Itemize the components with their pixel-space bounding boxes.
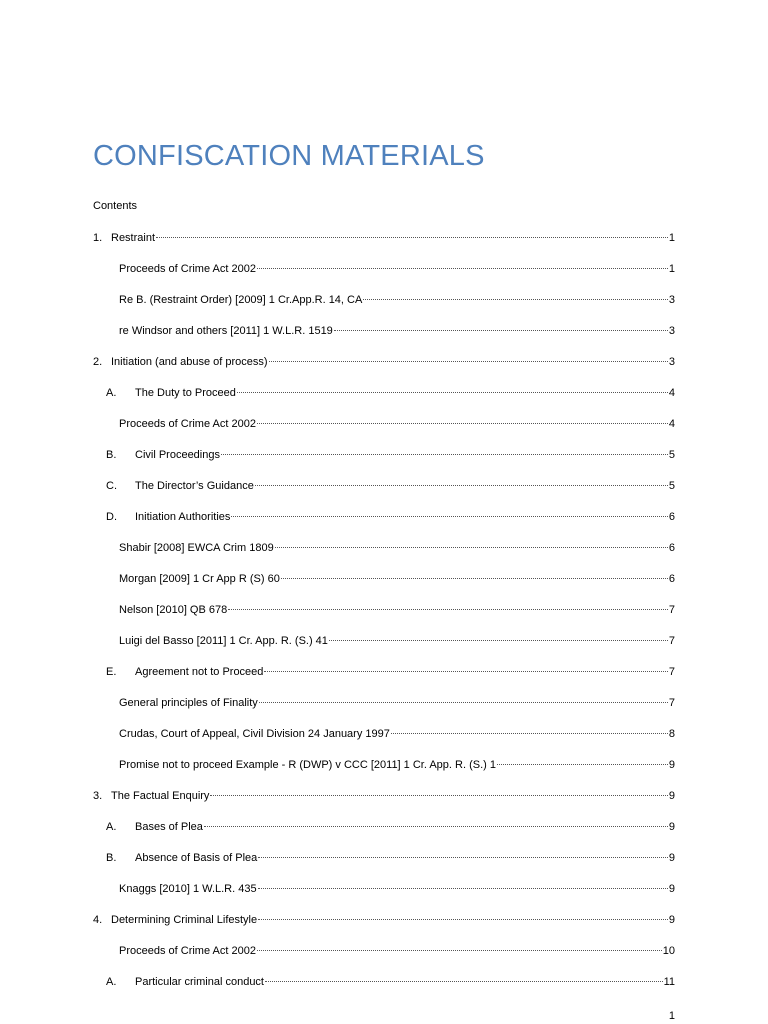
toc-entry-page: 1 (668, 263, 675, 275)
toc-entry[interactable] (106, 820, 675, 834)
toc-entry[interactable] (119, 572, 675, 586)
toc-entry-label: The Director’s Guidance (135, 480, 254, 492)
toc-entry-label: Morgan [2009] 1 Cr App R (S) 60 (119, 573, 280, 585)
toc-entry-label: Particular criminal conduct (135, 976, 264, 988)
toc-entry-number: D. (106, 511, 117, 523)
toc-entry-label: Re B. (Restraint Order) [2009] 1 Cr.App.R. 14, CA (119, 294, 363, 306)
toc-entry-page: 9 (668, 852, 675, 864)
toc-entry-number: 3. (93, 790, 103, 802)
toc-dot-leader (281, 577, 668, 579)
toc-entry-label: Proceeds of Crime Act 2002 (119, 263, 256, 275)
toc-dot-leader (257, 267, 668, 269)
toc-entry-label: Absence of Basis of Plea (135, 852, 258, 864)
toc-dot-leader (258, 856, 668, 858)
toc-dot-leader (156, 236, 668, 238)
toc-entry[interactable] (106, 665, 675, 679)
toc-dot-leader (258, 918, 668, 920)
toc-entry-page: 9 (668, 790, 675, 802)
toc-entry[interactable] (119, 603, 675, 617)
toc-dot-leader (391, 732, 668, 734)
toc-entry-page: 3 (668, 294, 675, 306)
toc-entry[interactable] (119, 293, 675, 307)
document-title: CONFISCATION MATERIALS (93, 140, 485, 172)
toc-entry-label: Luigi del Basso [2011] 1 Cr. App. R. (S.) 41 (119, 635, 328, 647)
toc-entry-number: A. (106, 821, 117, 833)
toc-entry[interactable] (119, 262, 675, 276)
toc-entry-label: General principles of Finality (119, 697, 258, 709)
toc-entry-label: Determining Criminal Lifestyle (111, 914, 258, 926)
toc-entry-label: Agreement not to Proceed (135, 666, 264, 678)
toc-entry-label: Proceeds of Crime Act 2002 (119, 418, 256, 430)
toc-entry-page: 7 (668, 666, 675, 678)
toc-entry-label: Proceeds of Crime Act 2002 (119, 945, 256, 957)
toc-dot-leader (265, 980, 663, 982)
toc-entry-page: 6 (668, 573, 675, 585)
toc-entry-label: re Windsor and others [2011] 1 W.L.R. 1519 (119, 325, 333, 337)
toc-entry-page: 7 (668, 604, 675, 616)
toc-entry-label: Initiation Authorities (135, 511, 231, 523)
page-number: 1 (668, 1010, 675, 1022)
toc-dot-leader (204, 825, 668, 827)
toc-entry-page: 6 (668, 542, 675, 554)
toc-entry-page: 8 (668, 728, 675, 740)
toc-entry-page: 6 (668, 511, 675, 523)
toc-dot-leader (363, 298, 668, 300)
toc-entry[interactable] (119, 882, 675, 896)
toc-entry-page: 3 (668, 325, 675, 337)
toc-entry-number: A. (106, 976, 117, 988)
toc-entry-page: 3 (668, 356, 675, 368)
toc-dot-leader (221, 453, 668, 455)
toc-entry-label: Knaggs [2010] 1 W.L.R. 435 (119, 883, 257, 895)
toc-entry-number: 1. (93, 232, 103, 244)
toc-entry[interactable] (119, 727, 675, 741)
toc-entry-number: C. (106, 480, 117, 492)
toc-entry-page: 9 (668, 759, 675, 771)
toc-entry[interactable] (93, 913, 675, 927)
toc-dot-leader (228, 608, 668, 610)
toc-entry-number: B. (106, 449, 117, 461)
toc-entry-page: 11 (663, 976, 675, 988)
toc-dot-leader (257, 949, 662, 951)
toc-entry[interactable] (106, 975, 675, 989)
toc-dot-leader (258, 887, 668, 889)
toc-dot-leader (231, 515, 667, 517)
toc-entry[interactable] (93, 231, 675, 245)
toc-dot-leader (210, 794, 667, 796)
toc-entry-label: The Factual Enquiry (111, 790, 210, 802)
toc-entry[interactable] (106, 386, 675, 400)
toc-entry-number: 2. (93, 356, 103, 368)
toc-entry[interactable] (106, 479, 675, 493)
toc-entry-page: 5 (668, 480, 675, 492)
toc-entry[interactable] (106, 510, 675, 524)
toc-entry-page: 1 (668, 232, 675, 244)
toc-entry-page: 7 (668, 697, 675, 709)
toc-entry-label: Bases of Plea (135, 821, 203, 833)
toc-entry-label: Restraint (111, 232, 156, 244)
toc-entry-label: Crudas, Court of Appeal, Civil Division 24 January 1997 (119, 728, 390, 740)
toc-dot-leader (334, 329, 668, 331)
toc-entry-label: Initiation (and abuse of process) (111, 356, 268, 368)
toc-dot-leader (257, 422, 668, 424)
toc-dot-leader (259, 701, 668, 703)
toc-entry-label: Shabir [2008] EWCA Crim 1809 (119, 542, 274, 554)
toc-entry-number: E. (106, 666, 117, 678)
toc-entry[interactable] (119, 634, 675, 648)
toc-entry[interactable] (106, 851, 675, 865)
toc-dot-leader (264, 670, 667, 672)
toc-dot-leader (497, 763, 668, 765)
toc-dot-leader (329, 639, 668, 641)
toc-dot-leader (237, 391, 668, 393)
toc-entry-label: Civil Proceedings (135, 449, 220, 461)
toc-entry[interactable] (93, 355, 675, 369)
toc-entry-number: B. (106, 852, 117, 864)
toc-entry-page: 4 (668, 418, 675, 430)
toc-dot-leader (275, 546, 668, 548)
toc-entry[interactable] (119, 324, 675, 338)
toc-entry-label: The Duty to Proceed (135, 387, 236, 399)
toc-entry-number: 4. (93, 914, 103, 926)
toc-entry-page: 4 (668, 387, 675, 399)
toc-entry-page: 7 (668, 635, 675, 647)
toc-entry[interactable] (119, 758, 675, 772)
toc-entry[interactable] (93, 789, 675, 803)
toc-entry[interactable] (119, 696, 675, 710)
toc-entry[interactable] (119, 541, 675, 555)
toc-entry-number: A. (106, 387, 117, 399)
toc-entry[interactable] (119, 417, 675, 431)
toc-entry-page: 9 (668, 883, 675, 895)
toc-entry-page: 10 (662, 945, 675, 957)
toc-entry-page: 9 (668, 821, 675, 833)
toc-entry-page: 5 (668, 449, 675, 461)
toc-entry-label: Promise not to proceed Example - R (DWP) v CCC [2011] 1 Cr. App. R. (S.) 1 (119, 759, 496, 771)
toc-dot-leader (255, 484, 668, 486)
toc-dot-leader (269, 360, 668, 362)
toc-entry[interactable] (119, 944, 675, 958)
toc-entry[interactable] (106, 448, 675, 462)
toc-entry-page: 9 (668, 914, 675, 926)
toc-entry-label: Nelson [2010] QB 678 (119, 604, 228, 616)
contents-heading: Contents (93, 200, 138, 212)
